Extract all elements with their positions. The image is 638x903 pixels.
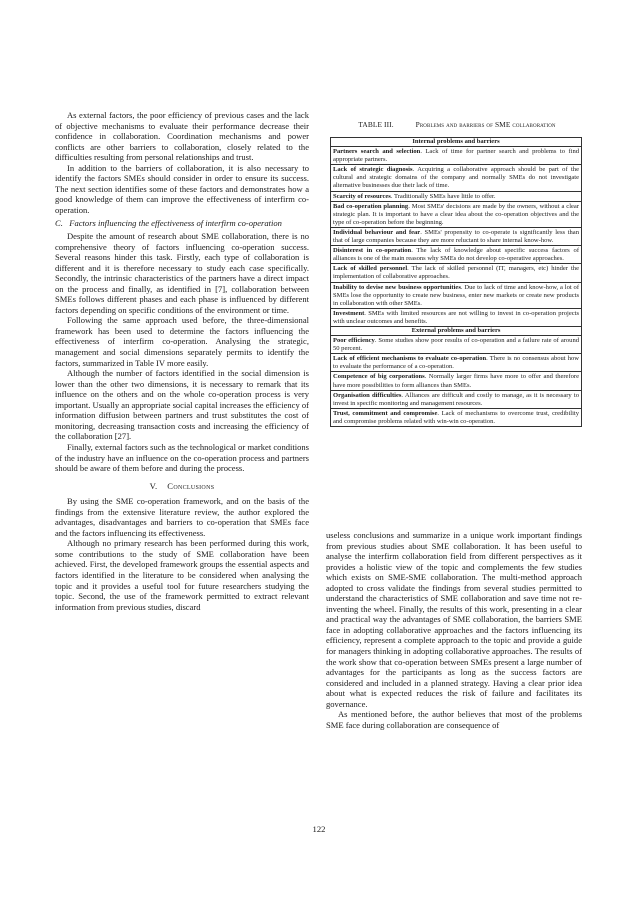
row-term: Inability to devise new business opportunities: [333, 283, 461, 291]
row-text: . Lack of time for partner search and problems to find appropriate partners.: [333, 148, 579, 164]
table-row: [331, 264, 582, 282]
table-row: [331, 227, 582, 245]
table-cell: [331, 246, 582, 264]
subsection-heading: [55, 218, 309, 229]
table-cell: [331, 308, 582, 326]
row-term: Investment: [333, 309, 365, 317]
row-text: . Due to lack of time and know-how, a lot of SMEs lose the opportunity to create new business, enter new markets or create new products in collaboration with other SMEs.: [333, 283, 579, 307]
table-cell: [331, 191, 582, 201]
row-term: Lack of efficient mechanisms to evaluate co-operation: [333, 355, 487, 363]
paragraph: Following the same approach used before, the three-dimensional framework has been used to determine the factors influencing the effectiveness of interfirm co-operation. Analysing the strategic, management and social dimensions separately permits to identify the factors, summarized in Table IV more easily.: [55, 315, 309, 368]
table-row: [331, 147, 582, 165]
paragraph: By using the SME co-operation framework, and on the basis of the findings from the extensive literature review, the author explored the advantages, disadvantages and barriers to co-operation that SMEs face and the factors influencing its effectiveness.: [55, 496, 309, 538]
table-section-header: Internal problems and barriers: [331, 138, 582, 147]
row-text: . Acquiring a collaborative approach should be part of the cultural and strategic domains of the company and normally SMEs do not investigate alternative businesses due their lack of time.: [333, 166, 579, 190]
left-column: [55, 110, 309, 612]
row-text: . The lack of knowledge about specific success factors of alliances is one of the main reasons why SMEs do not develop co-operative approaches.: [333, 247, 579, 263]
table-row: [331, 165, 582, 191]
table-cell: [331, 227, 582, 245]
table-section-header: External problems and barriers: [331, 326, 582, 335]
row-term: Disinterest in co-operation: [333, 247, 412, 255]
section-heading: [55, 481, 309, 492]
table-cell: [331, 390, 582, 408]
table-cell: [331, 201, 582, 227]
row-term: Competence of big corporations: [333, 373, 425, 381]
row-text: . SMEs with limited resources are not willing to invest in co-operation projects with unclear outcomes and benefits.: [333, 309, 579, 325]
paragraph: Although the number of factors identified in the social dimension is lower than the other two dimensions, it is necessary to remark that its influence on the others and on the whole co-operation process is very important. Usually an appropriate social capital increases the efficiency of information diffusion between partners and trust substitutes the cost of monitoring, decreasing transaction costs and increasing the efficiency of the collaboration [27].: [55, 368, 309, 442]
table-row: [331, 390, 582, 408]
row-term: Lack of skilled personnel: [333, 265, 408, 273]
paragraph: As external factors, the poor efficiency of previous cases and the lack of objective mechanisms to evaluate their performance decrease their confidence in collaboration. Coordination mechanisms and power conflicts are other barriers to collaboration, closely related to the difficulties resulting from personal relationships and trust.: [55, 110, 309, 163]
table-row: [331, 408, 582, 426]
row-term: Organisation difficulties: [333, 391, 402, 399]
table-title: Problems and barriers of SME collaboration: [415, 120, 556, 129]
row-text: . Most SMEs' decisions are made by the owners, without a clear strategic plan. It is important to have a clear idea about the co-operation objectives and the type of co-operation before the beginning.: [333, 202, 580, 226]
table-caption: [326, 120, 588, 129]
table-row: [331, 246, 582, 264]
table-number: TABLE III.: [358, 120, 394, 129]
row-term: Poor efficiency: [333, 337, 375, 345]
row-text: . Lack of mechanisms to overcome trust, credibility and compromise problems related with win-win co-operation.: [333, 409, 579, 425]
row-text: . Normally larger firms have more to offer and therefore have more possibilities to form alliances than SMEs.: [333, 373, 580, 389]
row-text: . Some studies show poor results of co-operation and a failure rate of around 50 percent.: [333, 337, 579, 353]
row-term: Scarcity of resources: [333, 192, 391, 200]
table-cell: [331, 408, 582, 426]
row-text: . Traditionally SMEs have little to offer.: [390, 192, 496, 200]
row-text: . There is no consensus about how to evaluate the performance of a co-operation.: [333, 355, 580, 371]
page-number: 122: [312, 824, 326, 834]
paragraph: useless conclusions and summarize in a unique work important findings from previous studies about SME collaboration. It has been useful to analyse the interfirm collaboration field from different perspectives as it provides a holistic view of the topic and complements the few studies which exists on SME-SME collaboration. The multi-method approach adopted to cross validate the findings from several studies permitted to understand the characteristics of SME collaboration and save time not re-inventing the wheel. Finally, the results of this work, presenting in a clear and practical way the advantages of SME collaboration, the barriers SME face in adopting collaborative approaches and the factors influencing its efficiency, represent a complete approach to the topic and provide a guide for managers thinking in adopting collaborative approaches. The results of the work show that co-operation between SMEs present a large number of advantages for the participants as long as the success factors are considered and included in a planned strategy. Having a clear prior idea about what is expected reduces the risk of failure and facilitates its governance.: [326, 530, 582, 709]
table-row: [331, 201, 582, 227]
table-row: [331, 372, 582, 390]
subsection-title: Factors influencing the effectiveness of interfirm co-operation: [69, 218, 282, 229]
row-term: Trust, commitment and compromise: [333, 409, 438, 417]
table-row: [331, 336, 582, 354]
table-row: [331, 282, 582, 308]
paragraph: Despite the amount of research about SME collaboration, there is no comprehensive theory of factors influencing co-operation success. Several reasons hinder this task. Firstly, each type of collaboration is different and it is therefore necessary to study each case specifically. Secondly, the intrinsic characteristics of the partners have a direct impact on the process and finally, as identified in [7], collaboration between SMEs follows different phases and each phase is influenced by different factors depending on specific conditions of the environment or time.: [55, 231, 309, 315]
paragraph: In addition to the barriers of collaboration, it is also necessary to identify the factors SMEs should consider in order to ensure its success. The next section identifies some of these factors and demonstrates how a good knowledge of them can improve the effectiveness of interfirm co-operation.: [55, 162, 309, 215]
table-cell: [331, 264, 582, 282]
table-cell: [331, 354, 582, 372]
paragraph: Finally, external factors such as the technological or market conditions of the industry have an influence on the co-operation process and partners should be aware of them before and during the process.: [55, 441, 309, 474]
table-cell: [331, 165, 582, 191]
right-column: [326, 530, 582, 730]
section-title: Conclusions: [167, 480, 215, 491]
row-text: . Alliances are difficult and costly to manage, as it is necessary to invest in specific monitoring and management resources.: [333, 391, 579, 407]
paragraph: As mentioned before, the author believes that most of the problems SME face during collaboration are consequence of: [326, 709, 582, 730]
table-row: [331, 308, 582, 326]
row-text: . SMEs' propensity to co-operate is significantly less than that of large companies because they are more reluctant to share internal know-how.: [333, 228, 579, 245]
row-term: Lack of strategic diagnosis: [333, 166, 413, 174]
row-term: Partners search and selection: [333, 148, 421, 156]
row-text: . The lack of skilled personnel (IT, managers, etc) hinder the implementation of collaborative approaches.: [333, 265, 579, 281]
problems-barriers-table: [330, 137, 582, 427]
table-cell: [331, 372, 582, 390]
table-cell: [331, 336, 582, 354]
paragraph: Although no primary research has been performed during this work, some contributions to the study of SME collaboration have been achieved. First, the developed framework groups the essential aspects and factors identified in the literature to be considered when analysing the topic and it provides a useful tool for future researchers studying the topic. Second, the use of the framework permitted to extract relevant information from previous studies, discard: [55, 538, 309, 612]
table-row: [331, 191, 582, 201]
table-cell: [331, 147, 582, 165]
section-number: V.: [149, 480, 158, 491]
table-cell: [331, 282, 582, 308]
row-term: Individual behaviour and fear: [333, 228, 421, 236]
subsection-label: C.: [55, 218, 63, 229]
row-term: Bad co-operation planning: [333, 202, 409, 210]
table-row: [331, 354, 582, 372]
